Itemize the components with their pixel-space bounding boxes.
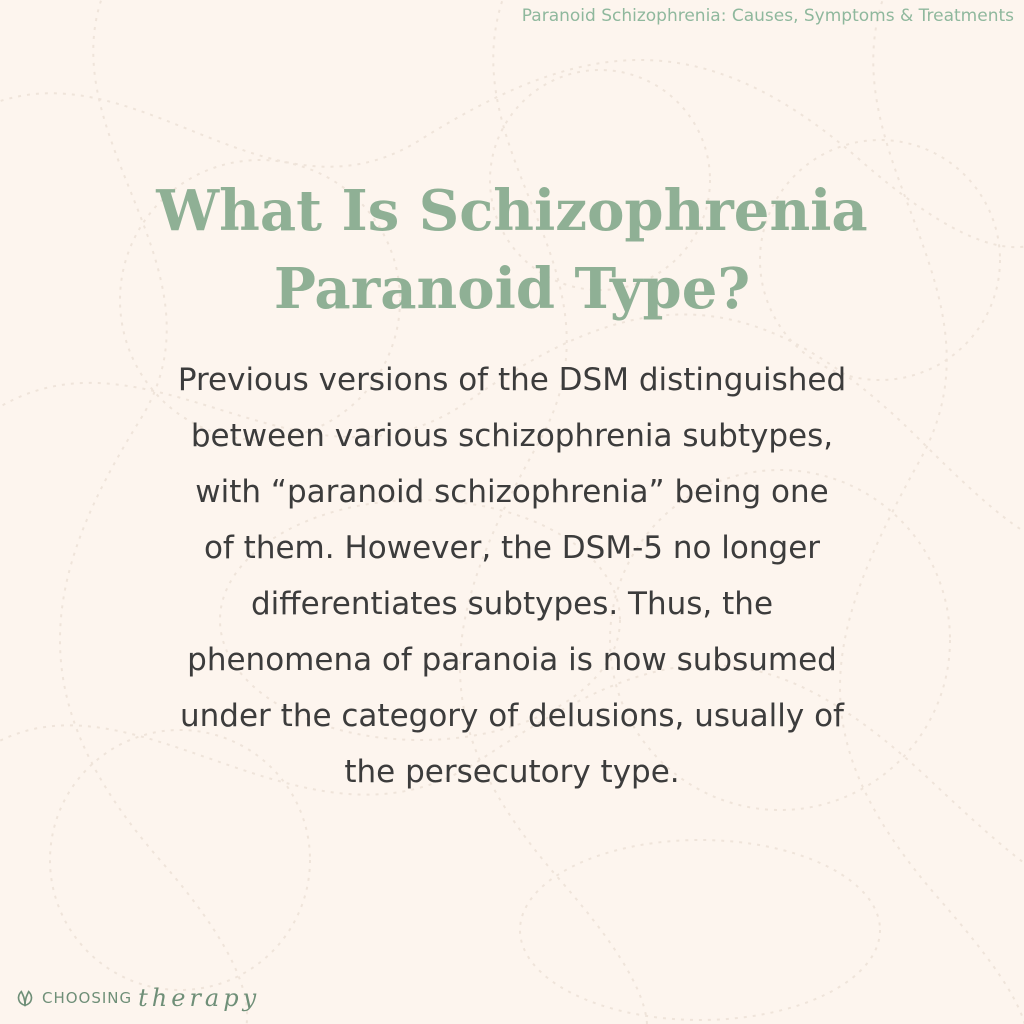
brand-word: CHOOSING <box>42 989 133 1007</box>
brand-script: therapy <box>138 984 261 1012</box>
body-line: differentiates subtypes. Thus, the <box>250 586 774 622</box>
body-line: under the category of delusions, usually of <box>180 698 844 734</box>
brand-logo <box>14 982 260 1014</box>
page-caption: Paranoid Schizophrenia: Causes, Symptoms & Treatments <box>521 6 1014 26</box>
page-title <box>0 172 1024 328</box>
leaf-logo-icon <box>14 987 36 1009</box>
body-line: phenomena of paranoia is now subsumed <box>187 642 837 678</box>
body-line: of them. However, the DSM-5 no longer <box>203 530 821 566</box>
body-line: the persecutory type. <box>344 754 680 790</box>
body-paragraph <box>90 352 934 800</box>
body-line: Previous versions of the DSM distinguished <box>177 362 847 398</box>
title-line: What Is Schizophrenia <box>156 178 868 244</box>
title-line: Paranoid Type? <box>273 256 751 322</box>
body-line: with “paranoid schizophrenia” being one <box>195 474 829 510</box>
body-line: between various schizophrenia subtypes, <box>190 418 834 454</box>
